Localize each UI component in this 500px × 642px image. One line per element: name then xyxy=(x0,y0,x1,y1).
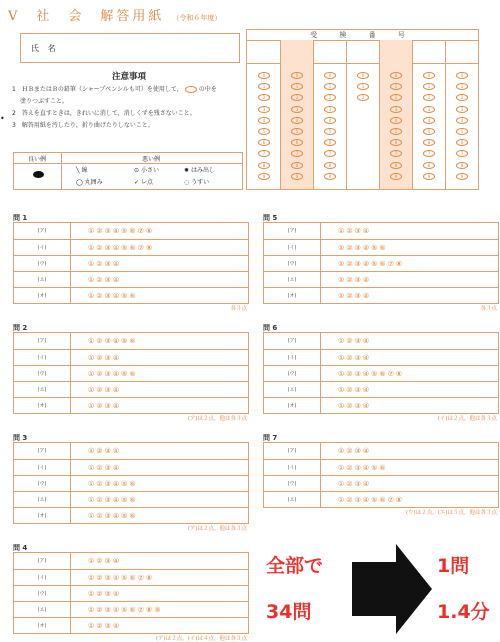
answer-row-key: (オ) xyxy=(264,288,321,304)
exam-digit-bubble[interactable]: 5 xyxy=(423,128,435,135)
exam-number-grid[interactable] xyxy=(246,29,479,190)
answer-bubbles[interactable]: ①②③④ xyxy=(88,260,122,268)
bad-small: ⊙ 小さい xyxy=(134,167,159,174)
answer-bubbles[interactable]: ①②③④⑤⑥⑦⑧ xyxy=(338,370,405,378)
answer-bubbles[interactable]: ①②③④ xyxy=(338,276,372,284)
exam-digit-bubble[interactable]: 5 xyxy=(258,128,270,135)
score-note: 各３点 xyxy=(480,306,497,312)
exam-digit-bubble[interactable]: 1 xyxy=(291,83,303,90)
question-label: 問 6 xyxy=(263,324,278,332)
exam-digit-bubble[interactable]: 1 xyxy=(357,83,369,90)
exam-digit-bubble[interactable]: 4 xyxy=(423,117,435,124)
exam-digit-column xyxy=(346,40,380,189)
answer-bubbles[interactable]: ①②③④⑤⑥ xyxy=(88,370,138,378)
exam-digit-bubble[interactable]: 3 xyxy=(291,106,303,113)
question-label: 問 2 xyxy=(13,324,28,332)
question-table xyxy=(263,442,499,508)
exam-digit-bubble[interactable]: 6 xyxy=(258,139,270,146)
overlay-per: 1問 xyxy=(437,555,470,577)
answer-bubbles[interactable]: ①②③④ xyxy=(338,480,372,488)
answer-bubbles[interactable]: ①②③④ xyxy=(338,386,372,394)
question-label: 問 1 xyxy=(13,214,28,222)
answer-row-key: (ア) xyxy=(14,553,71,569)
answer-row xyxy=(264,475,498,492)
answer-row xyxy=(14,271,248,288)
answer-bubbles[interactable]: ①②③④ xyxy=(88,447,122,455)
answer-bubbles[interactable]: ①②③④ xyxy=(338,292,372,300)
answer-row-key: (エ) xyxy=(14,602,71,618)
answer-bubbles[interactable]: ①②③④ xyxy=(88,386,122,394)
answer-bubbles[interactable]: ①②③④ xyxy=(88,276,122,284)
answer-row-key: (ア) xyxy=(264,223,321,239)
exam-digit-bubble[interactable]: 0 xyxy=(324,72,336,79)
answer-row-key: (ア) xyxy=(14,443,71,459)
answer-row xyxy=(14,443,248,459)
exam-digit-bubble[interactable]: 2 xyxy=(258,94,270,101)
answer-row xyxy=(14,333,248,349)
answer-row-key: (ウ) xyxy=(264,476,321,492)
exam-digit-bubble[interactable]: 4 xyxy=(390,117,402,124)
answer-row-key: (イ) xyxy=(14,350,71,366)
exam-digit-bubble[interactable]: 9 xyxy=(324,173,336,180)
overlay-total: 全部で xyxy=(266,555,324,577)
exam-digit-bubble[interactable]: 0 xyxy=(291,72,303,79)
answer-row xyxy=(264,333,498,349)
exam-digit-bubble[interactable]: 0 xyxy=(357,72,369,79)
question-table xyxy=(13,222,249,304)
answer-bubbles[interactable]: ①②③④⑤⑥⑦⑧⑨ xyxy=(88,606,163,614)
exam-number-label: 受 検 番 号 xyxy=(310,31,415,39)
exam-digit-bubble[interactable]: 1 xyxy=(456,83,468,90)
exam-digit-bubble[interactable]: 2 xyxy=(456,94,468,101)
answer-row xyxy=(14,365,248,382)
exam-digit-bubble[interactable]: 6 xyxy=(390,139,402,146)
exam-digit-bubble[interactable]: 7 xyxy=(456,150,468,157)
exam-digit-bubble[interactable]: 5 xyxy=(324,128,336,135)
answer-row xyxy=(264,287,498,304)
exam-digit-bubble[interactable]: 2 xyxy=(324,94,336,101)
exam-digit-bubble[interactable]: 9 xyxy=(456,173,468,180)
question-label: 問 5 xyxy=(263,214,278,222)
answer-row-key: (オ) xyxy=(14,508,71,524)
answer-row-key: (イ) xyxy=(14,570,71,586)
answer-row xyxy=(264,459,498,476)
answer-bubbles[interactable]: ①②③④ xyxy=(88,354,122,362)
exam-digit-bubble[interactable]: 6 xyxy=(423,139,435,146)
answer-row xyxy=(264,365,498,382)
answer-bubbles[interactable]: ①②③④⑤⑥ xyxy=(88,512,138,520)
answer-bubbles[interactable]: ①②③④ xyxy=(338,354,372,362)
exam-digit-bubble[interactable]: 6 xyxy=(324,139,336,146)
answer-bubbles[interactable]: ①②③④ xyxy=(338,337,372,345)
exam-digit-bubble[interactable]: 7 xyxy=(324,150,336,157)
exam-digit-bubble[interactable]: 8 xyxy=(291,162,303,169)
answer-row xyxy=(14,287,248,304)
answer-row-key: (エ) xyxy=(264,382,321,398)
exam-digit-bubble[interactable]: 8 xyxy=(258,162,270,169)
answer-row xyxy=(14,239,248,256)
bad-circle: ◯ 丸囲み xyxy=(76,179,103,186)
exam-digit-bubble[interactable]: 7 xyxy=(423,150,435,157)
answer-row-key: (エ) xyxy=(14,492,71,508)
score-note: 各３点 xyxy=(230,306,247,312)
answer-row-key: (イ) xyxy=(264,350,321,366)
answer-bubbles[interactable]: ①②③④ xyxy=(88,464,122,472)
answer-bubbles[interactable]: ①②③④⑤⑥ xyxy=(88,480,138,488)
exam-digit-bubble[interactable]: 8 xyxy=(456,162,468,169)
answer-row xyxy=(264,271,498,288)
exam-digit-bubble[interactable]: 5 xyxy=(390,128,402,135)
exam-digit-bubble[interactable]: 3 xyxy=(390,106,402,113)
notes-title: 注意事項 xyxy=(111,72,146,82)
exam-digit-bubble[interactable]: 2 xyxy=(357,94,369,101)
answer-row-key: (イ) xyxy=(14,240,71,256)
exam-digit-bubble[interactable]: 2 xyxy=(291,94,303,101)
answer-row xyxy=(14,255,248,272)
answer-row-key: (エ) xyxy=(14,382,71,398)
question-label: 問 3 xyxy=(13,434,28,442)
question-table xyxy=(13,442,249,524)
answer-bubbles[interactable]: ①②③④⑤⑥⑦⑧ xyxy=(88,227,155,235)
exam-digit-bubble[interactable]: 9 xyxy=(258,173,270,180)
sheet-title: V 社 会 解答用紙 （令和６年度） xyxy=(8,9,222,24)
answer-row xyxy=(264,443,498,459)
answer-row xyxy=(14,381,248,398)
answer-row-key: (ア) xyxy=(264,443,321,459)
answer-row-key: (オ) xyxy=(14,288,71,304)
exam-digit-bubble[interactable]: 0 xyxy=(456,72,468,79)
exam-digit-bubble[interactable]: 4 xyxy=(258,117,270,124)
answer-row xyxy=(14,507,248,524)
bubble-icon xyxy=(185,86,197,93)
question-label: 問 4 xyxy=(13,544,28,552)
note-1-cont: 塗りつぶすこと。 xyxy=(20,98,69,105)
exam-digit-bubble[interactable]: 5 xyxy=(291,128,303,135)
answer-row xyxy=(14,491,248,508)
answer-row xyxy=(14,223,248,239)
exam-digit-bubble[interactable]: 9 xyxy=(390,173,402,180)
note-1: 1 ＨＢまたはＢの鉛筆（シャープペンシルも可）を使用して， の中を xyxy=(12,86,217,93)
overlay-count: 34問 xyxy=(266,601,312,623)
answer-row xyxy=(264,381,498,398)
filled-bubble-icon xyxy=(33,171,44,178)
answer-row-key: (ウ) xyxy=(264,256,321,272)
answer-row-key: (ウ) xyxy=(14,366,71,382)
answer-row-key: (ア) xyxy=(14,223,71,239)
answer-row-key: (ア) xyxy=(14,333,71,349)
answer-row xyxy=(264,239,498,256)
answer-row-key: (エ) xyxy=(264,272,321,288)
exam-digit-bubble[interactable]: 0 xyxy=(423,72,435,79)
answer-bubbles[interactable]: ①②③④⑤⑥⑦⑧ xyxy=(338,496,405,504)
answer-row xyxy=(264,255,498,272)
exam-digit-bubble[interactable]: 4 xyxy=(456,117,468,124)
answer-bubbles[interactable]: ①②③④ xyxy=(88,402,122,410)
score-note: (ア)は２点，他は各３点 xyxy=(187,416,247,422)
exam-digit-bubble[interactable]: 7 xyxy=(291,150,303,157)
exam-digit-bubble[interactable]: 6 xyxy=(456,139,468,146)
exam-digit-bubble[interactable]: 1 xyxy=(258,83,270,90)
exam-digit-bubble[interactable]: 4 xyxy=(291,117,303,124)
answer-bubbles[interactable]: ①②③④ xyxy=(88,590,122,598)
question-table xyxy=(13,332,249,414)
answer-row xyxy=(14,475,248,492)
name-field[interactable] xyxy=(20,33,240,63)
answer-bubbles[interactable]: ①②③④⑤⑥ xyxy=(338,464,388,472)
exam-digit-bubble[interactable]: 8 xyxy=(324,162,336,169)
answer-row xyxy=(14,569,248,586)
answer-row xyxy=(264,491,498,508)
answer-bubbles[interactable]: ①②③④⑤⑥⑦⑧ xyxy=(338,260,405,268)
exam-digit-bubble[interactable]: 3 xyxy=(324,106,336,113)
exam-digit-bubble[interactable]: 4 xyxy=(324,117,336,124)
exam-digit-bubble[interactable]: 2 xyxy=(423,94,435,101)
exam-digit-bubble[interactable]: 7 xyxy=(258,150,270,157)
answer-bubbles[interactable]: ①②③④ xyxy=(338,447,372,455)
answer-row-key: (オ) xyxy=(264,398,321,414)
exam-digit-bubble[interactable]: 2 xyxy=(390,94,402,101)
answer-row-key: (ウ) xyxy=(14,476,71,492)
bad-check: ✓ レ点 xyxy=(134,179,153,186)
question-table xyxy=(263,332,499,414)
exam-digit-bubble[interactable]: 9 xyxy=(291,173,303,180)
exam-digit-bubble[interactable]: 8 xyxy=(423,162,435,169)
answer-row xyxy=(14,553,248,569)
answer-row xyxy=(14,601,248,618)
score-note: (ア)は２点，他は各３点 xyxy=(187,526,247,532)
arrow-right-icon xyxy=(352,544,432,634)
exam-digit-bubble[interactable]: 3 xyxy=(258,106,270,113)
answer-bubbles[interactable]: ①②③④ xyxy=(88,557,122,565)
exam-digit-bubble[interactable]: 5 xyxy=(456,128,468,135)
answer-bubbles[interactable]: ①②③④⑤⑥ xyxy=(88,337,138,345)
answer-bubbles[interactable]: ①②③④⑤⑥⑦⑧ xyxy=(88,574,155,582)
answer-row-key: (エ) xyxy=(14,272,71,288)
score-note: (ウ)は２点，(エ)は５点，他は各３点 xyxy=(405,510,497,516)
exam-digit-bubble[interactable]: 3 xyxy=(456,106,468,113)
answer-row xyxy=(14,397,248,414)
question-label: 問 7 xyxy=(263,434,278,442)
note-3: 3 解答用紙を汚したり，折り曲げたりしないこと。 xyxy=(12,122,154,129)
answer-row xyxy=(264,349,498,366)
answer-bubbles[interactable]: ①②③④⑤⑥ xyxy=(338,244,388,252)
answer-row xyxy=(14,349,248,366)
answer-bubbles[interactable]: ①②③④⑤⑥⑦⑧ xyxy=(88,244,155,252)
answer-bubbles[interactable]: ①②③④ xyxy=(338,402,372,410)
note-2: 2 答えを直すときは，きれいに消して，消しくずを残さないこと。 xyxy=(12,110,196,117)
score-note: (イ)は２点，他は各３点 xyxy=(437,416,497,422)
good-example-label: 良い例 xyxy=(28,156,47,163)
bad-line: ╲ 線 xyxy=(76,167,88,174)
answer-row-key: (ウ) xyxy=(14,256,71,272)
answer-row-key: (イ) xyxy=(264,460,321,476)
answer-row xyxy=(14,617,248,634)
exam-digit-bubble[interactable]: 1 xyxy=(390,83,402,90)
bad-overflow: ✹ はみ出し xyxy=(184,167,215,174)
question-table xyxy=(13,552,249,634)
answer-row xyxy=(14,585,248,602)
exam-digit-bubble[interactable]: 6 xyxy=(291,139,303,146)
exam-digit-bubble[interactable]: 7 xyxy=(390,150,402,157)
name-label: 氏 名 xyxy=(31,44,59,53)
margin-dot-icon: • xyxy=(0,114,5,123)
answer-bubbles[interactable]: ①②③④ xyxy=(88,622,122,630)
exam-digit-bubble[interactable]: 3 xyxy=(423,106,435,113)
bad-faint: ◌ うすい xyxy=(184,179,210,186)
answer-row xyxy=(264,397,498,414)
exam-digit-bubble[interactable]: 0 xyxy=(390,72,402,79)
answer-bubbles[interactable]: ①②③④⑤⑥ xyxy=(88,496,138,504)
overlay-minutes: 1.4分 xyxy=(437,601,490,623)
answer-row xyxy=(14,459,248,476)
question-table xyxy=(263,222,499,304)
answer-bubbles[interactable]: ①②③④ xyxy=(338,227,372,235)
answer-row-key: (オ) xyxy=(14,398,71,414)
answer-row-key: (ウ) xyxy=(14,586,71,602)
answer-row-key: (イ) xyxy=(14,460,71,476)
answer-row-key: (エ) xyxy=(264,492,321,508)
exam-digit-bubble[interactable]: 1 xyxy=(423,83,435,90)
bad-example-label: 悪い例 xyxy=(142,156,161,163)
exam-digit-bubble[interactable]: 0 xyxy=(258,72,270,79)
score-note: (ア)は２点，(イ)は４点，他は各３点 xyxy=(155,636,247,642)
answer-row-key: (オ) xyxy=(14,618,71,634)
answer-row-key: (イ) xyxy=(264,240,321,256)
answer-row-key: (ウ) xyxy=(264,366,321,382)
exam-digit-bubble[interactable]: 9 xyxy=(423,173,435,180)
answer-bubbles[interactable]: ①②③④⑤⑥ xyxy=(88,292,138,300)
answer-row xyxy=(264,223,498,239)
exam-digit-bubble[interactable]: 8 xyxy=(390,162,402,169)
exam-digit-bubble[interactable]: 1 xyxy=(324,83,336,90)
marking-examples xyxy=(13,152,243,190)
answer-row-key: (ア) xyxy=(264,333,321,349)
